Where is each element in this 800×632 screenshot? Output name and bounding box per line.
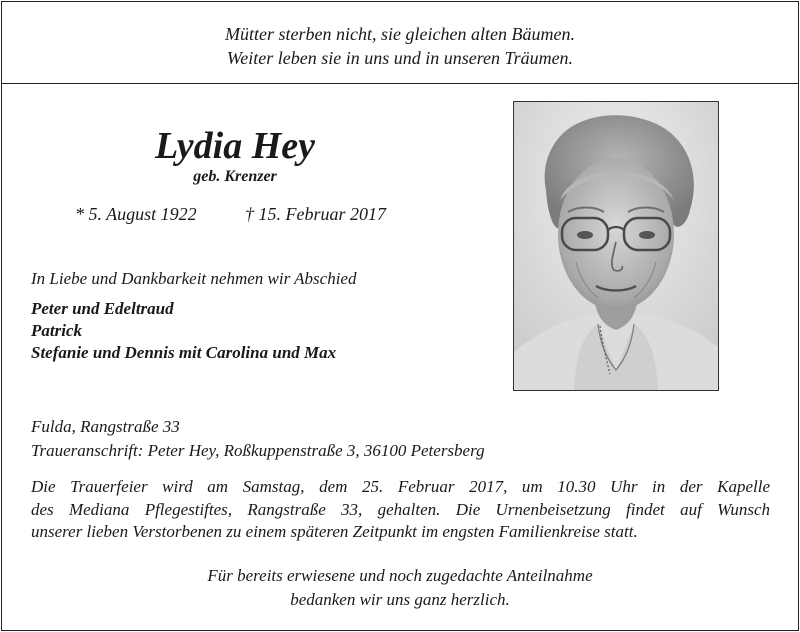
thanks-line-1: Für bereits erwiesene und noch zugedachte Anteilnahme — [207, 566, 593, 585]
maiden-name: geb. Krenzer — [193, 168, 277, 185]
place-line: Fulda, Rangstraße 33 — [31, 417, 180, 436]
thanks-note — [0, 564, 800, 612]
service-details — [31, 476, 770, 544]
memorial-quote — [0, 22, 800, 70]
mourning-address: Traueranschrift: Peter Hey, Roßkuppenstraße 3, 36100 Petersberg — [31, 441, 485, 460]
portrait-photo — [513, 101, 719, 391]
mourners-list — [31, 298, 336, 364]
birth-date: * 5. August 1922 — [75, 204, 197, 224]
mourner-item: Peter und Edeltraud — [31, 299, 174, 318]
death-date: † 15. Februar 2017 — [245, 204, 386, 224]
deceased-name: Lydia Hey — [154, 125, 315, 167]
quote-line-1: Mütter sterben nicht, sie gleichen alten Bäumen. — [225, 24, 575, 44]
service-line: des Mediana Pflegestiftes, Rangstraße 33, gehalten. Die Urnenbeisetzung findet auf Wunsch — [31, 499, 770, 519]
mourner-item: Stefanie und Dennis mit Carolina und Max — [31, 343, 337, 362]
service-line: Die Trauerfeier wird am Samstag, dem 25. Februar 2017, um 10.30 Uhr in der Kapelle — [31, 477, 770, 496]
service-line: unserer lieben Verstorbenen zu einem späteren Zeitpunkt im engsten Familienkreise statt. — [31, 522, 638, 541]
quote-divider — [1, 83, 798, 84]
mourner-item: Patrick — [31, 321, 82, 340]
thanks-line-2: bedanken wir uns ganz herzlich. — [290, 590, 510, 609]
quote-line-2: Weiter leben sie in uns und in unseren Träumen. — [226, 48, 574, 68]
farewell-intro: In Liebe und Dankbarkeit nehmen wir Abschied — [31, 269, 357, 288]
